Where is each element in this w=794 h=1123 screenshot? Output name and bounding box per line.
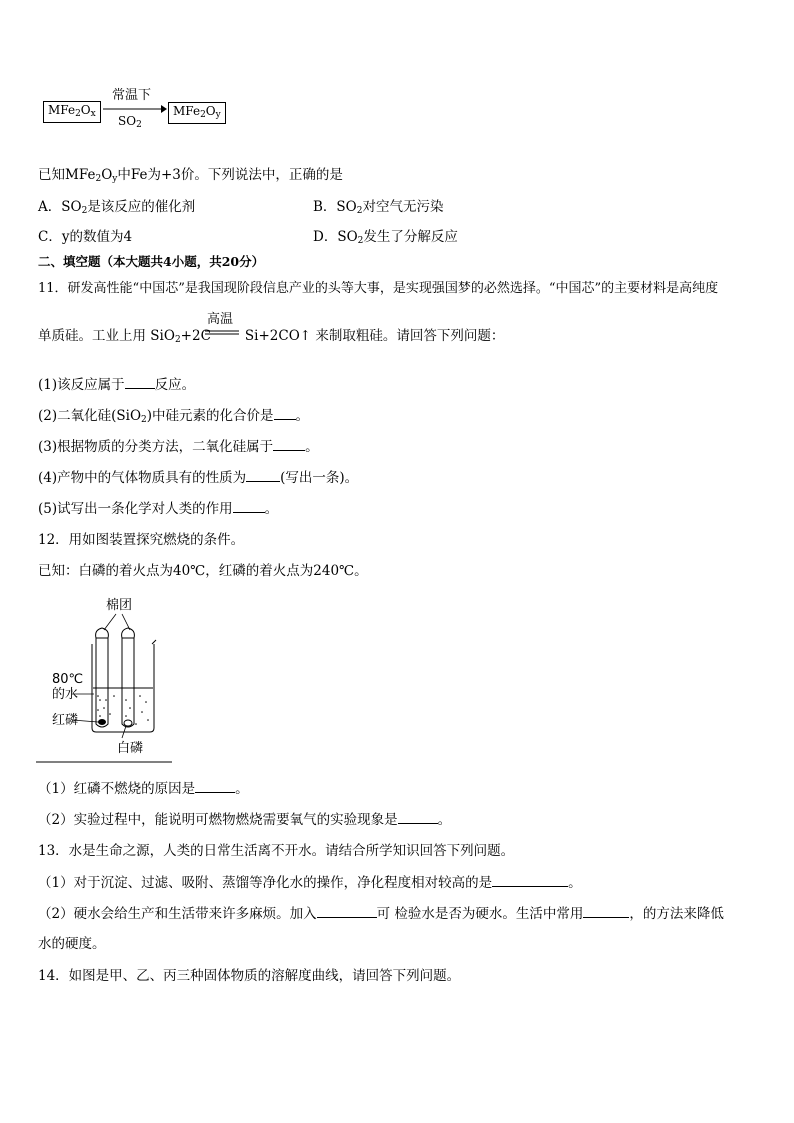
q12-sub2: （2）实验过程中，能说明可燃物燃烧需要氧气的实验现象是 。 (38, 812, 452, 828)
answer-blank[interactable] (398, 811, 438, 824)
q13-stem: 13．水是生命之源，人类的日常生活离不开水。请结合所学知识回答下列问题。 (38, 843, 515, 859)
answer-blank[interactable] (246, 469, 280, 482)
q13-sub2-line2: 水的硬度。 (38, 936, 106, 952)
q11-stem-line1: 11．研发高性能“中国芯”是我国现阶段信息产业的头等大事，是实现强国梦的必然选择。“中国芯”的主要材料是高纯度 (38, 281, 719, 296)
q12-sub1: （1）红磷不燃烧的原因是 。 (38, 781, 249, 797)
q11-sub2: (2)二氧化硅(SiO$_2$)中硅元素的化合价是 。 (38, 408, 310, 425)
q14-stem: 14．如图是甲、乙、丙三种固体物质的溶解度曲线，请回答下列问题。 (38, 968, 461, 984)
answer-blank[interactable] (125, 376, 155, 389)
condition-top: 常温下 (112, 88, 152, 103)
q11-sub1: (1)该反应属于 反应。 (38, 377, 196, 393)
label-white-phosphorus: 白磷 (117, 741, 144, 756)
product-box (168, 102, 226, 124)
answer-blank[interactable] (274, 407, 296, 420)
q13-sub2: （2）硬水会给生产和生活带来许多麻烦。加入 可 检验水是否为硬水。生活中常用 ，的方法来降低 (38, 906, 724, 922)
label-red-phosphorus: 红磷 (52, 713, 79, 728)
answer-blank[interactable] (233, 500, 265, 513)
q11-sub4: (4)产物中的气体物质具有的性质为 (写出一条)。 (38, 470, 359, 486)
q10-stem: 已知$MFe_2O_y$中Fe为+3价。下列说法中，正确的是 (38, 167, 343, 184)
condition-bottom: $SO_2$ (118, 114, 142, 130)
label-water-temp: 80℃ (52, 672, 84, 687)
q11-sub3: (3)根据物质的分类方法，二氧化硅属于 。 (38, 439, 319, 455)
q11-condition: 高温 (207, 312, 234, 327)
product-formula: $MFe_2O_y$ (173, 104, 221, 120)
reactant-box (43, 101, 101, 123)
q10-option-b[interactable]: B．$SO_2$对空气无污染 (313, 199, 444, 216)
answer-blank[interactable] (492, 874, 568, 887)
label-water: 的水 (52, 687, 79, 702)
section-heading: 二、填空题（本大题共4小题，共20分） (38, 254, 265, 269)
combustion-apparatus-diagram (36, 596, 176, 768)
answer-blank[interactable] (583, 905, 629, 918)
q12-stem: 12．用如图装置探究燃烧的条件。 (38, 532, 245, 548)
label-cotton: 棉团 (106, 598, 133, 613)
q10-option-d[interactable]: D．$SO_2$发生了分解反应 (313, 229, 458, 246)
reactant-formula: $MFe_2O_x$ (48, 103, 96, 119)
q11-stem-line2: 单质硅。工业上用 SiO$_2$+2C Si+2CO↑ 来制取粗硅。请回答下列问题： (38, 328, 505, 345)
answer-blank[interactable] (273, 438, 305, 451)
q10-option-a[interactable]: A．$SO_2$是该反应的催化剂 (38, 199, 196, 216)
q13-sub1: （1）对于沉淀、过滤、吸附、蒸馏等净化水的操作，净化程度相对较高的是 。 (38, 875, 582, 891)
q11-sub5: (5)试写出一条化学对人类的作用 。 (38, 501, 279, 517)
answer-blank[interactable] (195, 780, 235, 793)
answer-blank[interactable] (317, 905, 377, 918)
q12-known: 已知：白磷的着火点为40℃，红磷的着火点为240℃。 (38, 563, 368, 579)
q10-option-c[interactable]: C．y的数值为4 (38, 229, 133, 245)
equal-sign-icon (205, 330, 239, 336)
